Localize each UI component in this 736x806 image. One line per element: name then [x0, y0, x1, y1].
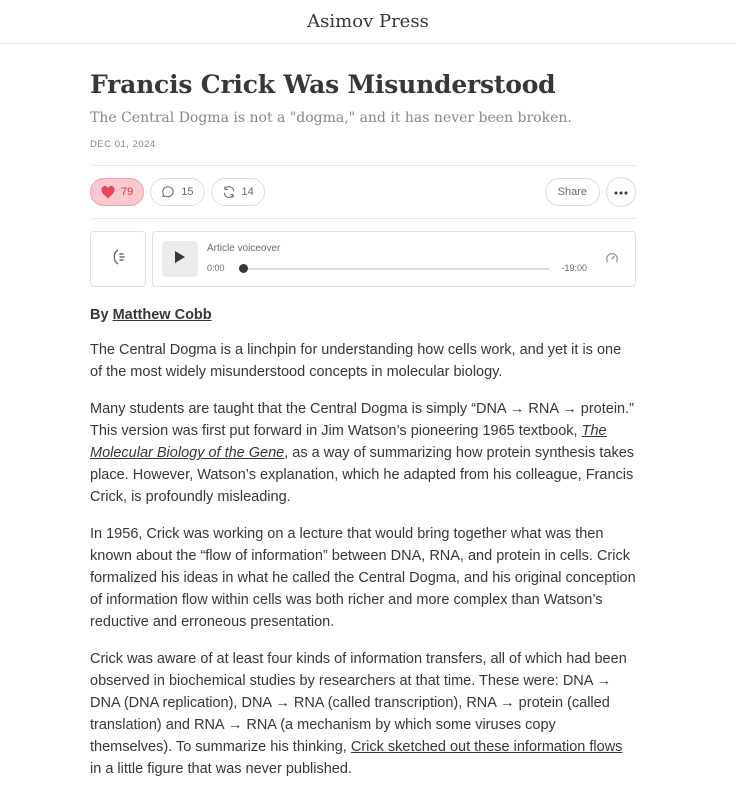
- restack-count: 14: [241, 186, 254, 198]
- paragraph: [90, 398, 636, 508]
- article-title: Francis Crick Was Misunderstood: [90, 70, 556, 99]
- voiceover-current-time: 0:00: [207, 263, 225, 273]
- comment-icon: [161, 185, 175, 199]
- voiceover-row: [90, 231, 636, 287]
- paragraph: The Central Dogma is a linchpin for understanding how cells work, and yet it is one of the most widely misunderstood concepts in molecular biology.: [90, 342, 622, 380]
- play-button[interactable]: [162, 241, 198, 277]
- waveform-icon: [109, 248, 127, 271]
- article-date: DEC 01, 2024: [90, 139, 156, 150]
- voiceover-label: Article voiceover: [207, 243, 281, 254]
- ellipsis-icon: [614, 186, 628, 198]
- publication-name[interactable]: Asimov Press: [307, 11, 429, 32]
- author-link[interactable]: Matthew Cobb: [112, 307, 212, 323]
- article-container: [90, 44, 636, 795]
- paragraph: [90, 648, 636, 780]
- heart-icon: [101, 186, 115, 199]
- comment-count: 15: [181, 186, 194, 198]
- paragraph: In 1956, Crick was working on a lecture that would bring together what was then known about the “flow of information” between DNA, RNA, and protein in cells. Crick formalized his ideas in what he called the Central Dogma, and his original conception of information flow within cells was both richer and more complex than Watson’s reductive and erroneous presentation.: [90, 526, 636, 630]
- restack-button[interactable]: [211, 178, 265, 206]
- voiceover-remaining-time: -19:00: [561, 263, 587, 273]
- book-link[interactable]: The Molecular Biology of the Gene: [90, 423, 607, 461]
- top-bar: [0, 0, 736, 44]
- paragraph-text: , as a way of summarizing how protein synthesis takes place. However, Watson’s explanation, which he adapted from his colleague, Francis Crick, is profoundly misleading.: [90, 445, 635, 505]
- paragraph-text: in a little figure that was never published.: [90, 761, 352, 777]
- voiceover-speed-button[interactable]: [90, 231, 146, 287]
- byline: [90, 307, 636, 323]
- paragraph-text: Many students are taught that the Central Dogma is simply “DNA → RNA → protein.” This version was first put forward in Jim Watson’s pioneering 1965 textbook,: [90, 401, 634, 439]
- voiceover-progress-handle[interactable]: [239, 264, 248, 273]
- voiceover-player: [152, 231, 636, 287]
- comment-button[interactable]: [150, 178, 204, 206]
- voiceover-progress-track[interactable]: [243, 268, 549, 270]
- more-options-button[interactable]: [606, 177, 636, 207]
- like-count: 79: [121, 186, 134, 198]
- post-actions-bar: [90, 165, 636, 219]
- like-button[interactable]: [90, 178, 144, 206]
- paragraph-text: Crick was aware of at least four kinds of information transfers, all of which had been observed in biochemical studies by researchers at that time. These were: DNA → DNA (DNA replication), DNA → RNA (called transcription), RNA → protein (called translation) and RNA → RNA (a mechanism by which some viruses copy themselves). To summarize his thinking,: [90, 651, 627, 755]
- article-body: [90, 339, 636, 780]
- article-subtitle: The Central Dogma is not a "dogma," and it has never been broken.: [90, 110, 572, 126]
- share-button[interactable]: Share: [545, 178, 600, 206]
- byline-prefix: By: [90, 307, 109, 323]
- restack-icon: [222, 185, 236, 199]
- play-icon: [174, 250, 186, 269]
- replay-icon[interactable]: [605, 252, 619, 271]
- figure-link[interactable]: Crick sketched out these information flows: [350, 739, 623, 755]
